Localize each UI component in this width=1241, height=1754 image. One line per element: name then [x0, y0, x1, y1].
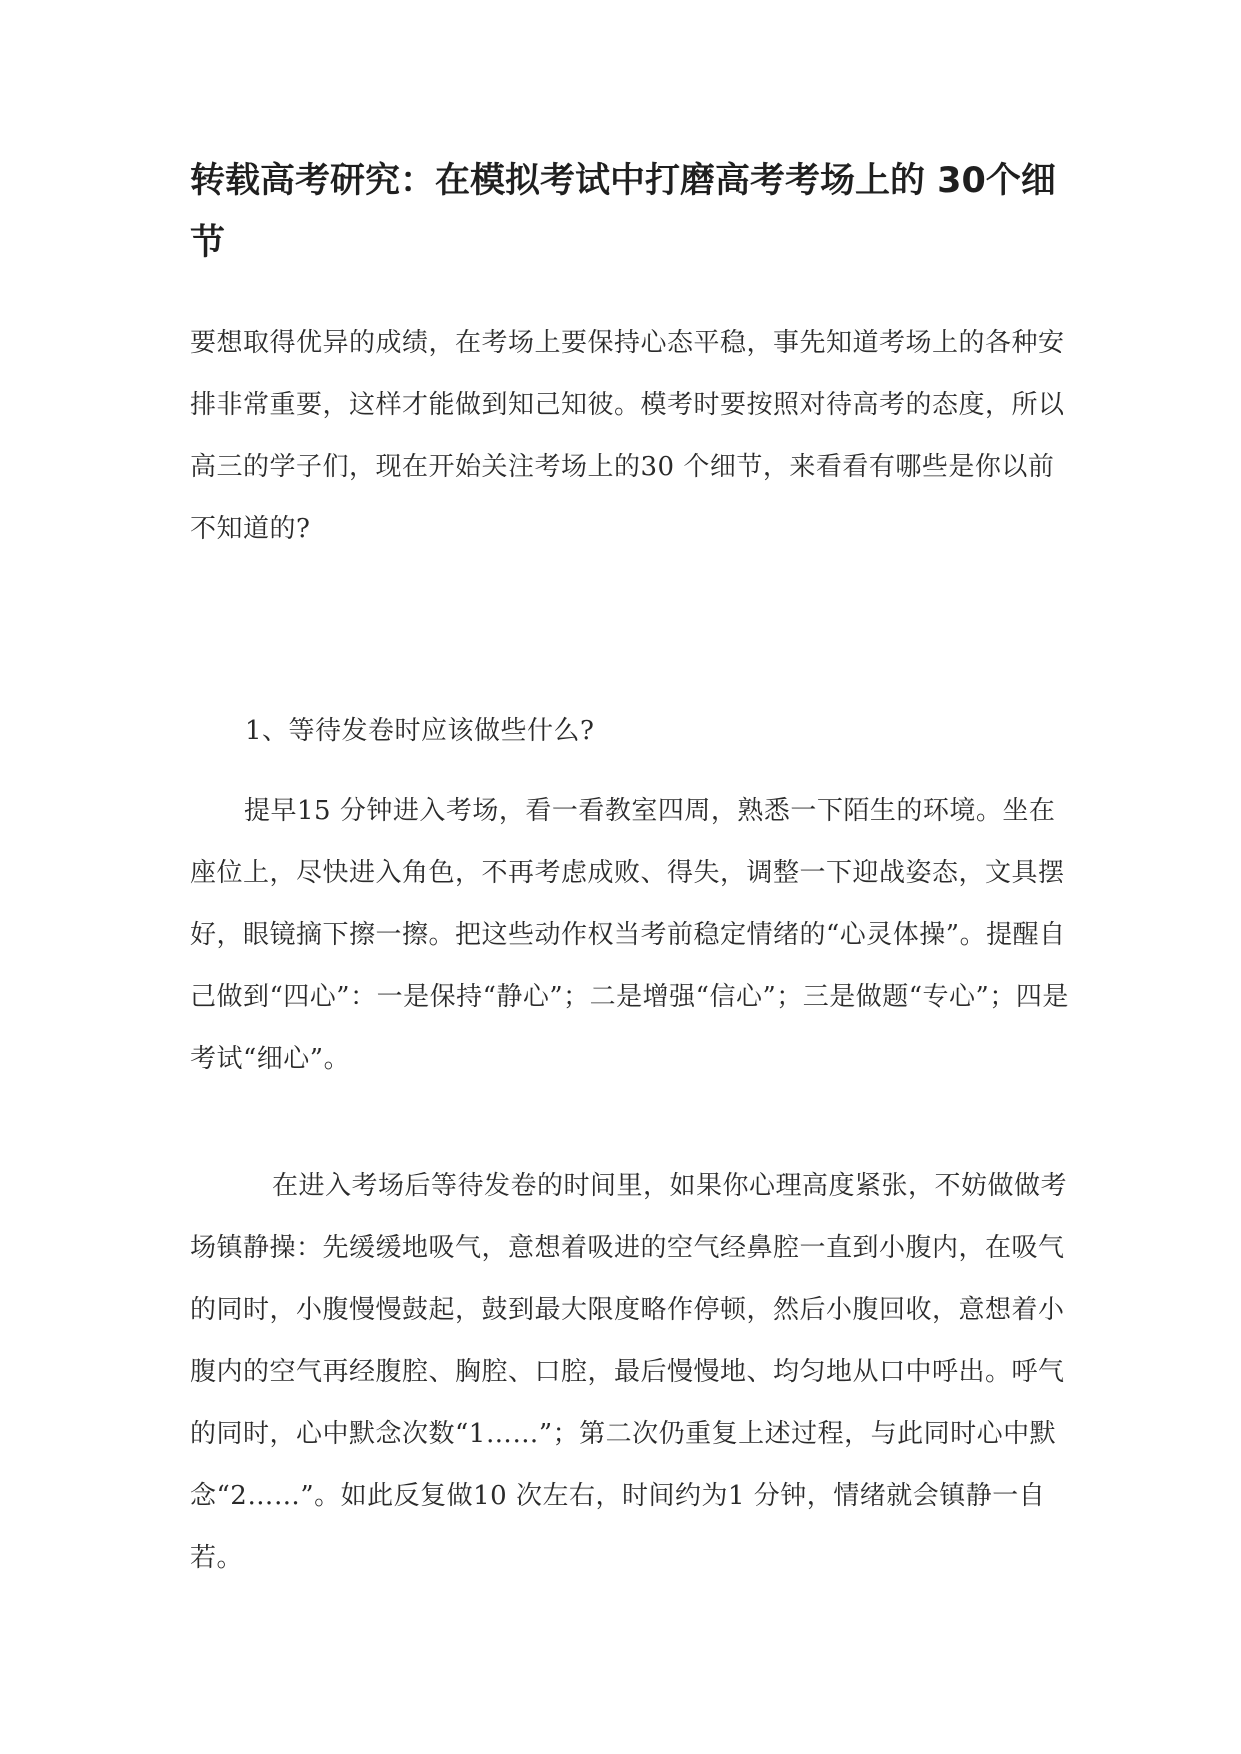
intro-paragraph: 要想取得优异的成绩，在考场上要保持心态平稳，事先知道考场上的各种安排非常重要，这样才能做到知己知彼。模考时要按照对待高考的态度，所以高三的学子们，现在开始关注考场上的30 个细节，来看看有哪些是你以前不知道的?: [190, 328, 1065, 544]
document-title: 转载高考研究：在模拟考试中打磨高考考场上的 30个细节: [190, 161, 1056, 263]
section-paragraph-2: 在进入考场后等待发卷的时间里，如果你心理高度紧张，不妨做做考场镇静操：先缓缓地吸气，意想着吸进的空气经鼻腔一直到小腹内，在吸气的同时，小腹慢慢鼓起，鼓到最大限度略作停顿，然后小腹回收，意想着小腹内的空气再经腹腔、胸腔、口腔，最后慢慢地、均匀地从口中呼出。呼气的同时，心中默念次数“1……”；第二次仍重复上述过程，与此同时心中默念“2……”。如此反复做10 次左右，时间约为1 分钟，情绪就会镇静一自若。: [190, 1171, 1068, 1573]
section-paragraph-1: 提早15 分钟进入考场，看一看教室四周，熟悉一下陌生的环境。坐在座位上，尽快进入角色，不再考虑成败、得失，调整一下迎战姿态，文具摆好，眼镜摘下擦一擦。把这些动作权当考前稳定情绪的“心灵体操”。提醒自己做到“四心”：一是保持“静心”；二是增强“信心”；三是做题“专心”；四是考试“细心”。: [190, 796, 1069, 1074]
section-heading: 1、等待发卷时应该做些什么?: [245, 716, 595, 746]
